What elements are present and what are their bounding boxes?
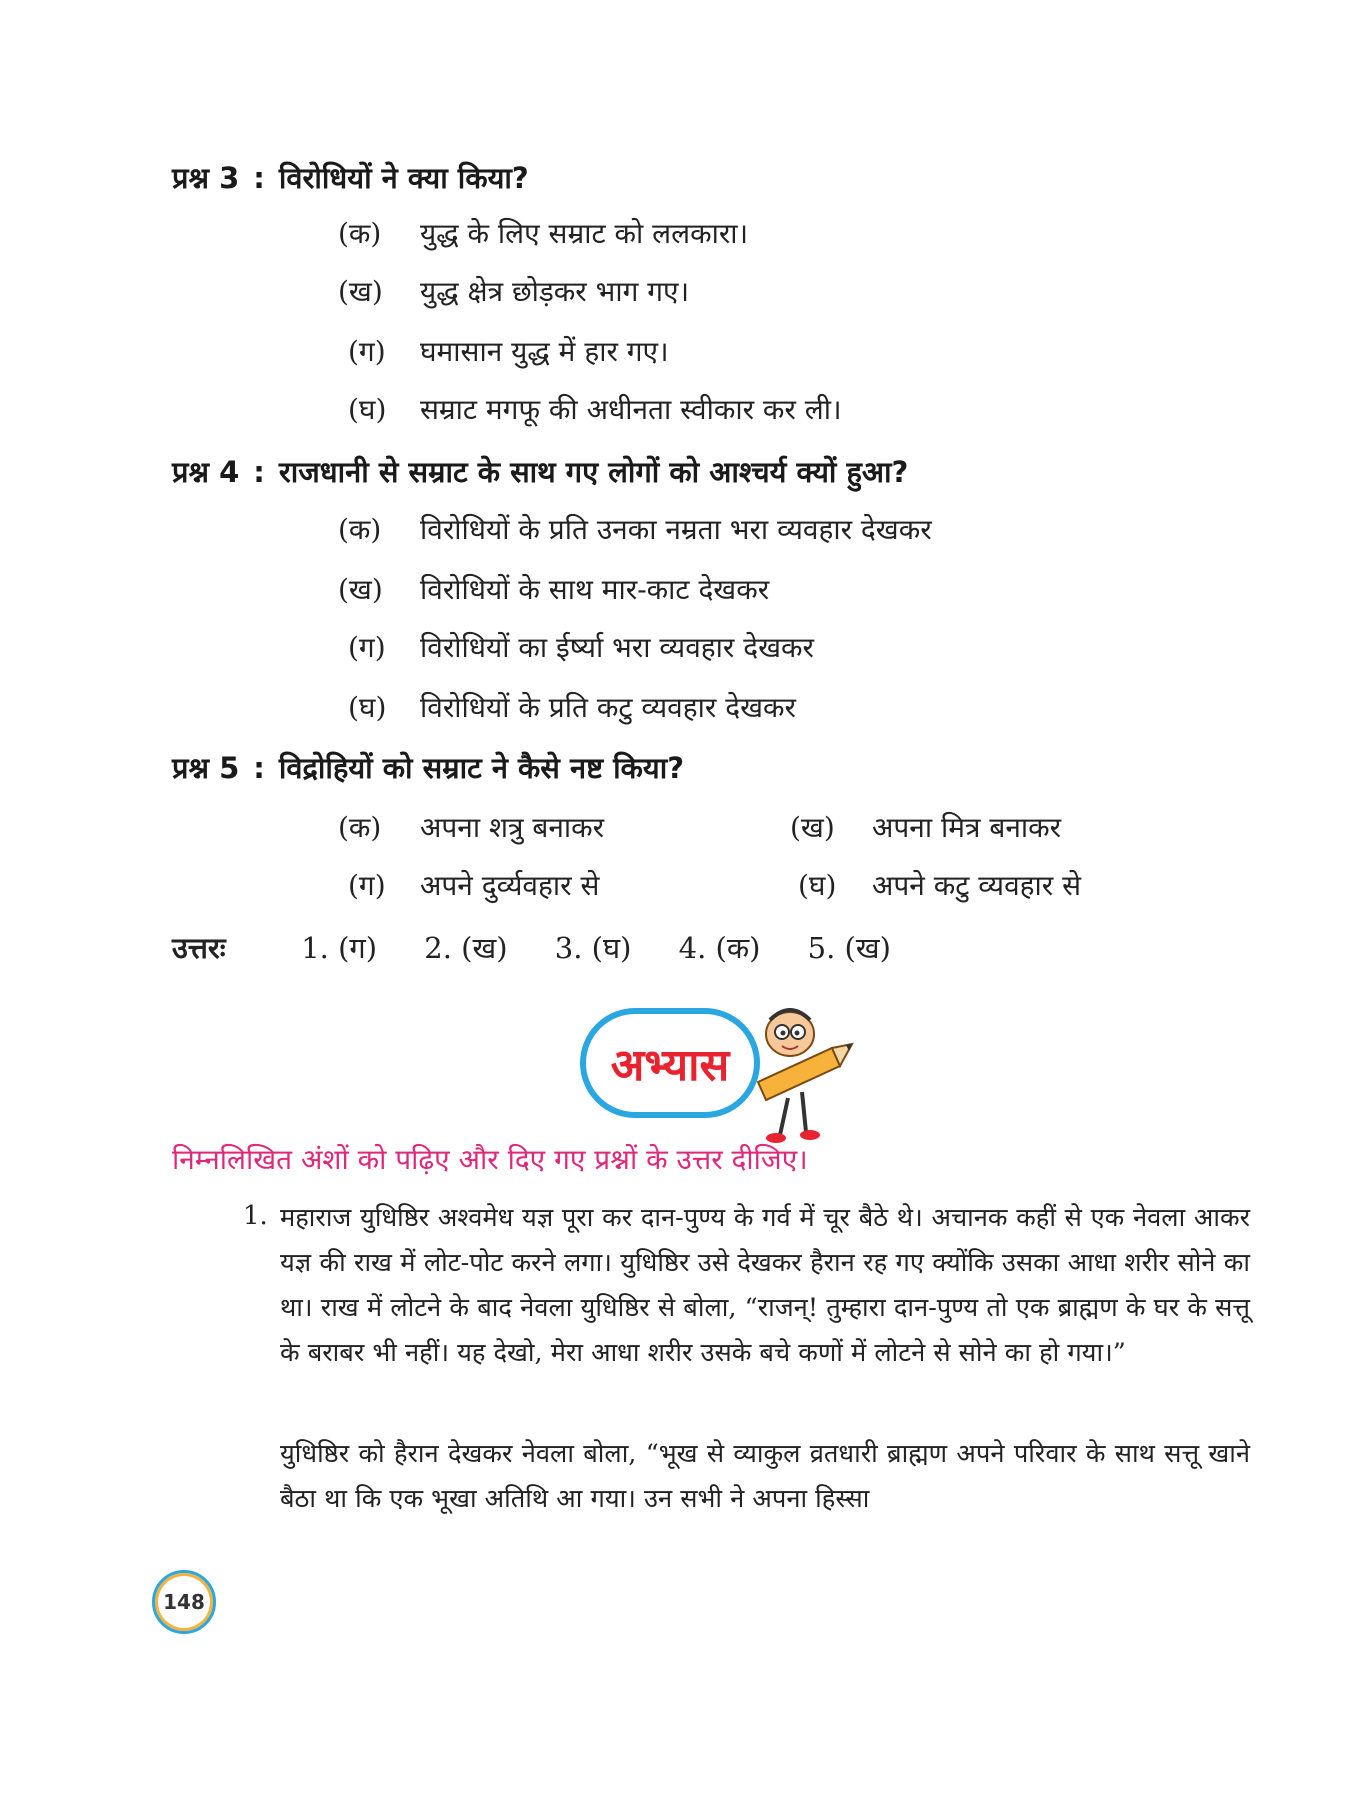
exercise-instruction: निम्नलिखित अंशों को पढ़िए और दिए गए प्रश्नों के उत्तर दीजिए। bbox=[172, 1143, 808, 1176]
option-mark: (घ) bbox=[798, 869, 837, 902]
question-3-title bbox=[172, 158, 529, 197]
page-number: 148 bbox=[163, 1590, 205, 1614]
option-mark: (ख) bbox=[338, 573, 383, 606]
option-text: सम्राट मगफू की अधीनता स्वीकार कर ली। bbox=[420, 393, 842, 426]
answer-item: 2. (ख) bbox=[424, 931, 508, 965]
option-mark: (क) bbox=[338, 217, 382, 250]
option-mark: (ग) bbox=[348, 631, 386, 664]
question-3-option-ka bbox=[338, 214, 748, 252]
question-separator: : bbox=[253, 161, 265, 195]
question-4-option-ka bbox=[338, 510, 932, 548]
answer-item: 3. (घ) bbox=[554, 931, 632, 965]
exercise-heading-badge bbox=[580, 1008, 760, 1118]
question-5-option-ka bbox=[338, 808, 604, 846]
option-mark: (क) bbox=[338, 513, 382, 546]
question-text: राजधानी से सम्राट के साथ गए लोगों को आश्चर्य क्यों हुआ? bbox=[278, 455, 909, 489]
option-mark: (घ) bbox=[348, 691, 387, 724]
option-text: विरोधियों के साथ मार-काट देखकर bbox=[420, 573, 770, 606]
question-4-option-kha bbox=[338, 570, 769, 608]
passage-number: 1. bbox=[243, 1201, 268, 1231]
option-text: अपने कटु व्यवहार से bbox=[872, 869, 1082, 902]
question-5-option-gha bbox=[798, 866, 1081, 904]
question-number: प्रश्न 5 bbox=[172, 751, 240, 785]
question-number: प्रश्न 3 bbox=[172, 161, 240, 195]
option-text: युद्ध क्षेत्र छोड़कर भाग गए। bbox=[420, 275, 690, 308]
passage-paragraph-1: महाराज युधिष्ठिर अश्वमेध यज्ञ पूरा कर दान-पुण्य के गर्व में चूर बैठे थे। अचानक कहीं से एक नेवला आकर यज्ञ की राख में लोट-पोट करने लगा। युधिष्ठिर उसे देखकर हैरान रह गए क्योंकि उसका आधा शरीर सोने का था। राख में लोटने के बाद नेवला युधिष्ठिर से बोला, “राजन्! तुम्हारा दान-पुण्य तो एक ब्राह्मण के घर के सत्तू के बराबर भी नहीं। यह देखो, मेरा आधा शरीर उसके बचे कणों में लोटने से सोने का हो गया।” bbox=[280, 1203, 1250, 1368]
answer-item: 1. (ग) bbox=[301, 931, 378, 965]
answer-key bbox=[172, 928, 929, 967]
answer-label: उत्तरः bbox=[172, 931, 226, 965]
answer-item: 5. (ख) bbox=[807, 931, 891, 965]
option-mark: (ग) bbox=[348, 335, 386, 368]
question-5-title bbox=[172, 748, 684, 787]
question-4-option-gha bbox=[348, 688, 796, 726]
question-text: विरोधियों ने क्या किया? bbox=[278, 161, 529, 195]
page-number-badge bbox=[152, 1570, 216, 1634]
question-5-option-kha bbox=[790, 808, 1061, 846]
pencil-mascot-icon bbox=[740, 1000, 860, 1150]
option-text: अपने दुर्व्यवहार से bbox=[420, 869, 600, 902]
option-mark: (ख) bbox=[338, 275, 383, 308]
option-mark: (घ) bbox=[348, 393, 387, 426]
option-text: घमासान युद्ध में हार गए। bbox=[420, 335, 669, 368]
passage-paragraph-2: युधिष्ठिर को हैरान देखकर नेवला बोला, “भूख से व्याकुल व्रतधारी ब्राह्मण अपने परिवार के साथ सत्तू खाने बैठा था कि एक भूखा अतिथि आ गया। उन सभी ने अपना हिस्सा bbox=[280, 1439, 1250, 1514]
option-mark: (क) bbox=[338, 811, 382, 844]
question-4-option-ga bbox=[348, 628, 814, 666]
option-mark: (ख) bbox=[790, 811, 835, 844]
exercise-heading: अभ्यास bbox=[610, 1040, 730, 1091]
question-5-option-ga bbox=[348, 866, 599, 904]
question-3-option-gha bbox=[348, 390, 842, 428]
question-4-title bbox=[172, 452, 908, 491]
option-text: अपना मित्र बनाकर bbox=[872, 811, 1062, 844]
question-separator: : bbox=[253, 751, 265, 785]
option-text: विरोधियों के प्रति उनका नम्रता भरा व्यवहार देखकर bbox=[420, 513, 932, 546]
answer-item: 4. (क) bbox=[678, 931, 761, 965]
option-text: विरोधियों का ईर्ष्या भरा व्यवहार देखकर bbox=[420, 631, 814, 664]
question-number: प्रश्न 4 bbox=[172, 455, 240, 489]
question-3-option-kha bbox=[338, 272, 689, 310]
option-text: युद्ध के लिए सम्राट को ललकारा। bbox=[420, 217, 749, 250]
option-text: विरोधियों के प्रति कटु व्यवहार देखकर bbox=[420, 691, 796, 724]
question-3-option-ga bbox=[348, 332, 669, 370]
question-text: विद्रोहियों को सम्राट ने कैसे नष्ट किया? bbox=[278, 751, 685, 785]
question-separator: : bbox=[253, 455, 265, 489]
option-text: अपना शत्रु बनाकर bbox=[420, 811, 605, 844]
option-mark: (ग) bbox=[348, 869, 386, 902]
